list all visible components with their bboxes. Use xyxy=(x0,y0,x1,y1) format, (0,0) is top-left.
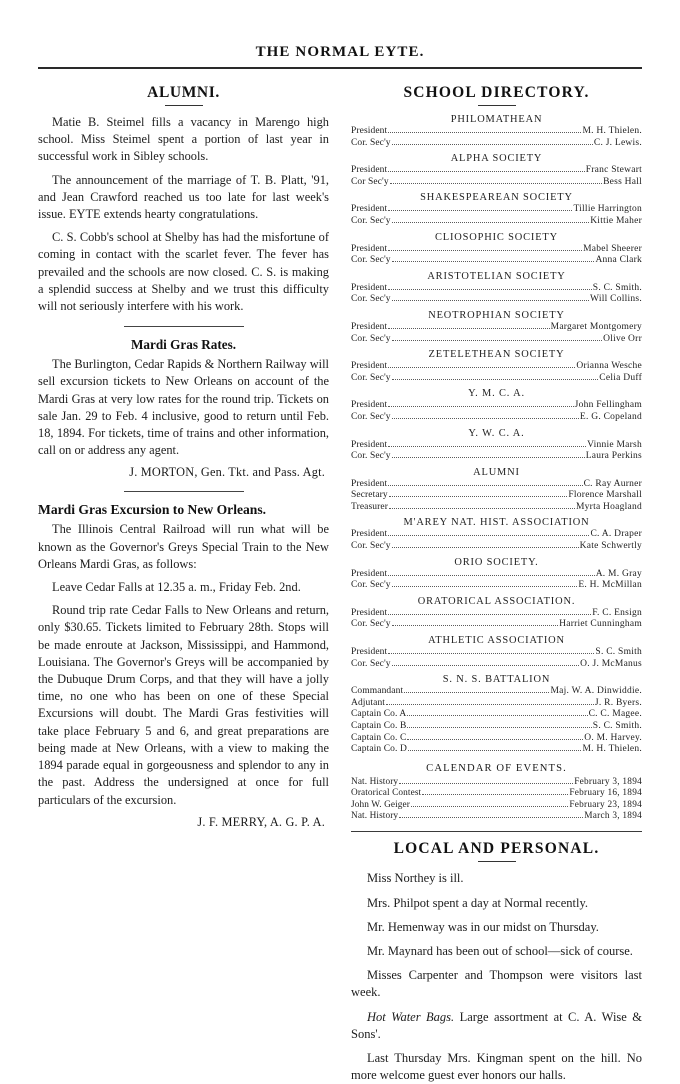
directory-row xyxy=(351,709,642,721)
calendar-event-date: February 16, 1894 xyxy=(569,788,642,799)
mardi-gras-excursion-paragraph: Leave Cedar Falls at 12.35 a. m., Friday Feb. 2nd. xyxy=(52,580,301,595)
directory-role: Cor. Sec'y xyxy=(351,215,391,226)
directory-group xyxy=(351,349,642,384)
directory-group-title: NEOTROPHIAN SOCIETY xyxy=(428,309,565,321)
directory-row xyxy=(351,733,642,745)
directory-name: Celia Duff xyxy=(599,372,642,383)
directory-row xyxy=(351,283,642,295)
right-column xyxy=(351,76,642,1083)
directory-name: S. C. Smith xyxy=(595,647,642,658)
calendar-event-name: Nat. History xyxy=(351,811,399,821)
directory-role: President xyxy=(351,204,388,215)
mardi-gras-rates-signature: J. MORTON, Gen. Tkt. and Pass. Agt. xyxy=(129,465,325,480)
directory-row xyxy=(351,490,642,502)
directory-name: Harriet Cunningham xyxy=(559,619,642,630)
leader-dots xyxy=(392,379,599,380)
directory-role: Captain Co. D xyxy=(351,744,407,755)
mardi-gras-rates-heading: Mardi Gras Rates. xyxy=(130,337,237,353)
directory-name: M. H. Thielen. xyxy=(582,126,642,136)
directory-role: President xyxy=(351,607,388,618)
directory-name: M. H. Thielen. xyxy=(582,744,642,755)
two-column-layout xyxy=(38,76,642,1083)
local-personal-heading: LOCAL AND PERSONAL. xyxy=(393,840,600,858)
directory-role: President xyxy=(351,478,388,489)
directory-row xyxy=(351,412,642,424)
directory-role: Adjutant xyxy=(351,697,386,708)
leader-dots xyxy=(408,750,582,751)
directory-row xyxy=(351,334,642,346)
leader-dots xyxy=(388,485,582,486)
directory-row xyxy=(351,138,642,150)
directory-group-title: CLIOSOPHIC SOCIETY xyxy=(435,231,558,243)
directory-row xyxy=(351,502,642,514)
alumni-paragraph: C. S. Cobb's school at Shelby has had the misfortune of coming in contact with the scarlet fever. The fever has prevailed and the schools are now closed. C. S. is making a splendid success at Shelby and we trust this difficulty will not seriously interfere with his work. xyxy=(38,230,329,314)
directory-row xyxy=(351,698,642,710)
directory-name: F. C. Ensign xyxy=(592,607,642,618)
directory-group xyxy=(351,271,642,306)
directory-name: Margaret Montgomery xyxy=(550,321,642,332)
directory-name: A. M. Gray xyxy=(595,568,642,579)
directory-name: Kittie Maher xyxy=(590,215,642,226)
directory-role: President xyxy=(351,400,388,411)
directory-row xyxy=(351,721,642,733)
leader-dots xyxy=(388,132,581,133)
directory-name: John Fellingham xyxy=(574,400,642,411)
masthead-rule xyxy=(38,67,642,69)
directory-group xyxy=(351,153,642,188)
directory-role: Cor. Sec'y xyxy=(351,411,391,422)
directory-row xyxy=(351,800,642,811)
leader-dots xyxy=(399,783,573,784)
local-personal-item: Misses Carpenter and Thompson were visitors last week. xyxy=(351,968,642,1000)
alumni-paragraph: Matie B. Steimel fills a vacancy in Marengo high school. Miss Steimel spent a portion of last year in successful work in Sibley schools. xyxy=(38,115,329,164)
directory-name: C. Ray Aurner xyxy=(583,478,642,489)
directory-role: President xyxy=(351,529,388,540)
directory-row xyxy=(351,529,642,541)
local-personal-heading-rule xyxy=(478,861,516,862)
mardi-gras-excursion-paragraph: Round trip rate Cedar Falls to New Orleans and return, only $30.65. Tickets limited to February 28th. Stops will be made enroute at Jackson, Mississippi, and Hammond, Louisiana. The Governor's Greys will be accompanied by the Dubuque Drum Corps, and that they will have a jolly time, no one who has been on one of these Special Excursions will doubt. The Mardi Gras festivities will take place February 5 and 6, and great preparations are being made at New Orleans, with a view to making the 1894 parade equal in gorgeousness and splendor to any in the past. Address the undersigned at once for full particulars of the excursion. xyxy=(38,603,329,807)
directory-row xyxy=(351,204,642,216)
directory-group xyxy=(351,114,642,149)
directory-group xyxy=(351,428,642,463)
leader-dots xyxy=(392,340,602,341)
directory-name: S. C. Smith. xyxy=(592,282,642,293)
leader-dots xyxy=(392,665,580,666)
directory-name: Orianna Wesche xyxy=(576,361,642,372)
leader-dots xyxy=(388,210,572,211)
calendar-event-date: February 23, 1894 xyxy=(569,799,642,810)
directory-group-title: SHAKESPEAREAN SOCIETY xyxy=(420,192,573,204)
directory-role: President xyxy=(351,282,388,293)
directory-role: Cor. Sec'y xyxy=(351,255,391,266)
leader-dots xyxy=(411,806,568,807)
directory-group-title: ORATORICAL ASSOCIATION. xyxy=(417,595,576,607)
directory-name: Will Collins. xyxy=(590,294,642,305)
directory-role: President xyxy=(351,243,388,254)
directory-name: O. M. Harvey. xyxy=(584,732,642,743)
section-divider xyxy=(124,491,244,492)
leader-dots xyxy=(388,446,586,447)
directory-role: Cor. Sec'y xyxy=(351,541,391,552)
local-personal-list xyxy=(351,870,642,1084)
leader-dots xyxy=(404,692,549,693)
directory-group-title: ATHLETIC ASSOCIATION xyxy=(428,635,565,647)
directory-role: Cor. Sec'y xyxy=(351,294,391,305)
directory-name: C. J. Lewis. xyxy=(593,137,642,148)
directory-row xyxy=(351,126,642,138)
directory-name: Florence Marshall xyxy=(568,490,642,501)
directory-group xyxy=(351,517,642,552)
alumni-heading: ALUMNI. xyxy=(147,84,220,101)
directory-group-title: ARISTOTELIAN SOCIETY xyxy=(427,270,566,282)
directory-row xyxy=(351,216,642,228)
leader-dots xyxy=(388,171,584,172)
calendar-title: CALENDAR OF EVENTS. xyxy=(426,762,567,774)
directory-role: President xyxy=(351,361,388,372)
directory-group-title: Y. W. C. A. xyxy=(468,427,525,439)
directory-name: Laura Perkins xyxy=(585,451,642,462)
alumni-paragraph: The announcement of the marriage of T. B. Platt, '91, and Jean Crawford reached us too late for last week's issue. EYTE extends hearty congratulations. xyxy=(38,172,329,222)
leader-dots xyxy=(392,300,589,301)
local-personal-item: Hot Water Bags. Large assortment at C. A. Wise & Sons'. xyxy=(351,1009,642,1041)
directory-group-title: ORIO SOCIETY. xyxy=(454,556,539,568)
directory-role: Captain Co. C xyxy=(351,732,407,743)
school-directory-heading: SCHOOL DIRECTORY. xyxy=(403,84,590,101)
leader-dots xyxy=(399,817,583,818)
leader-dots xyxy=(388,614,591,615)
directory-role: Cor. Sec'y xyxy=(351,137,391,148)
leader-dots xyxy=(407,715,587,716)
directory-name: Myrta Hoagland xyxy=(575,501,642,512)
directory-row xyxy=(351,255,642,267)
directory-role: Cor. Sec'y xyxy=(351,333,391,344)
calendar-rows xyxy=(351,777,642,823)
directory-row xyxy=(351,440,642,452)
directory-row xyxy=(351,659,642,671)
directory-group xyxy=(351,557,642,592)
directory-row xyxy=(351,777,642,788)
leader-dots xyxy=(392,586,578,587)
local-personal-item: Mr. Maynard has been out of school—sick of course. xyxy=(367,944,633,959)
leader-dots xyxy=(392,144,593,145)
leader-dots xyxy=(388,406,573,407)
mardi-gras-excursion-signature: J. F. MERRY, A. G. P. A. xyxy=(197,814,325,829)
directory-name: C. C. Magee. xyxy=(588,709,642,720)
leader-dots xyxy=(388,575,594,576)
directory-row xyxy=(351,177,642,189)
directory-row xyxy=(351,686,642,698)
leader-dots xyxy=(389,508,575,509)
leader-dots xyxy=(388,367,575,368)
local-personal-item: Mr. Hemenway was in our midst on Thursday. xyxy=(367,919,599,934)
directory-name: E. G. Copeland xyxy=(579,411,642,422)
directory-name: S. C. Smith. xyxy=(592,721,642,731)
leader-dots xyxy=(392,418,579,419)
directory-group-title: ALUMNI xyxy=(473,466,520,478)
directory-group xyxy=(351,192,642,227)
section-divider xyxy=(351,831,642,832)
directory-role: Cor Sec'y xyxy=(351,176,389,187)
masthead-title: THE NORMAL EYTE. xyxy=(255,44,425,60)
directory-name: E. H. McMillan xyxy=(578,580,642,591)
directory-group xyxy=(351,310,642,345)
directory-row xyxy=(351,322,642,334)
directory-role: President xyxy=(351,439,388,450)
directory-role: Cor. Sec'y xyxy=(351,451,391,462)
directory-group xyxy=(351,635,642,670)
leader-dots xyxy=(388,250,582,251)
directory-role: Cor. Sec'y xyxy=(351,619,391,630)
local-personal-item-lead: Hot Water Bags. xyxy=(367,1009,455,1024)
directory-role: Secretary xyxy=(351,490,388,501)
directory-row xyxy=(351,811,642,822)
leader-dots xyxy=(407,727,591,728)
calendar-event-name: John W. Geiger xyxy=(351,799,410,810)
directory-name: J. R. Byers. xyxy=(594,697,642,708)
directory-row xyxy=(351,619,642,631)
leader-dots xyxy=(390,183,602,184)
directory-row xyxy=(351,244,642,256)
directory-role: President xyxy=(351,321,388,332)
directory-role: President xyxy=(351,647,388,658)
directory-group-title: ZETELETHEAN SOCIETY xyxy=(428,349,565,361)
directory-row xyxy=(351,541,642,553)
leader-dots xyxy=(392,547,579,548)
directory-group-title: Y. M. C. A. xyxy=(468,388,525,400)
directory-name: Franc Stewart xyxy=(585,165,642,176)
calendar-event-date: March 3, 1894 xyxy=(584,811,642,821)
calendar-event-name: Nat. History xyxy=(351,776,399,787)
directory-group-title: ALPHA SOCIETY xyxy=(450,153,543,165)
section-divider xyxy=(124,326,244,327)
leader-dots xyxy=(386,704,594,705)
local-personal-item: Mrs. Philpot spent a day at Normal recently. xyxy=(367,895,589,910)
directory-row xyxy=(351,788,642,799)
mardi-gras-excursion-paragraph: The Illinois Central Railroad will run what will be known as the Governor's Greys Special Train to the New Orleans Mardi Gras, as follows: xyxy=(38,522,329,571)
calendar-event-date: February 3, 1894 xyxy=(574,776,642,787)
leader-dots xyxy=(388,653,594,654)
directory-role: Cor. Sec'y xyxy=(351,372,391,383)
leader-dots xyxy=(392,457,585,458)
directory-role: President xyxy=(351,568,388,579)
school-directory-list xyxy=(351,114,642,756)
directory-role: Captain Co. B xyxy=(351,721,407,731)
directory-name: Bess Hall xyxy=(603,176,642,187)
directory-name: C. A. Draper xyxy=(590,529,642,540)
directory-row xyxy=(351,400,642,412)
directory-name: Kate Schwertly xyxy=(579,541,642,552)
directory-name: Olive Orr xyxy=(603,333,642,344)
leader-dots xyxy=(388,535,589,536)
directory-name: Maj. W. A. Dinwiddie. xyxy=(550,686,642,697)
directory-name: Tillie Harrington xyxy=(573,204,642,215)
directory-group xyxy=(351,596,642,631)
leader-dots xyxy=(388,328,549,329)
leader-dots xyxy=(407,739,583,740)
directory-role: Commandant xyxy=(351,686,404,697)
leader-dots xyxy=(392,261,595,262)
leader-dots xyxy=(392,222,590,223)
directory-role: Captain Co. A xyxy=(351,709,407,720)
directory-role: President xyxy=(351,165,388,176)
directory-role: Cor. Sec'y xyxy=(351,580,391,591)
directory-group xyxy=(351,467,642,514)
directory-group xyxy=(351,232,642,267)
directory-row xyxy=(351,608,642,620)
leader-dots xyxy=(422,794,568,795)
directory-group-title: S. N. S. BATTALION xyxy=(442,674,551,686)
directory-row xyxy=(351,744,642,756)
directory-group-title: M'AREY NAT. HIST. ASSOCIATION xyxy=(403,517,590,529)
mardi-gras-rates-paragraph: The Burlington, Cedar Rapids & Northern Railway will sell excursion tickets to New Orleans on account of the Mardi Gras at very low rates for the round trip. Tickets on sale Jan. 29 to Feb. 4 inclusive, good to return until Feb. 18, 1894. For tickets, time of trains and other information, call on or address any agent. xyxy=(38,357,329,458)
directory-name: Anna Clark xyxy=(595,255,642,266)
directory-role: President xyxy=(351,126,388,136)
directory-group-title: PHILOMATHEAN xyxy=(450,114,543,125)
leader-dots xyxy=(388,289,592,290)
directory-group xyxy=(351,674,642,756)
directory-row xyxy=(351,580,642,592)
directory-row xyxy=(351,373,642,385)
directory-row xyxy=(351,361,642,373)
directory-group xyxy=(351,388,642,423)
local-personal-item: Last Thursday Mrs. Kingman spent on the hill. No more welcome guest ever honors our halls. xyxy=(351,1051,642,1083)
directory-row xyxy=(351,569,642,581)
directory-row xyxy=(351,451,642,463)
alumni-heading-rule xyxy=(165,105,203,106)
directory-row xyxy=(351,294,642,306)
school-directory-heading-rule xyxy=(478,105,516,106)
directory-name: Vinnie Marsh xyxy=(587,439,642,450)
directory-row xyxy=(351,647,642,659)
left-column xyxy=(38,76,329,991)
leader-dots xyxy=(389,496,568,497)
directory-name: O. J. McManus xyxy=(580,658,642,669)
mardi-gras-excursion-heading: Mardi Gras Excursion to New Orleans. xyxy=(38,502,267,518)
directory-row xyxy=(351,165,642,177)
calendar-event-name: Oratorical Contest xyxy=(351,788,422,799)
calendar-of-events xyxy=(351,763,642,823)
directory-role: Treasurer xyxy=(351,501,388,512)
local-personal-item: Miss Northey is ill. xyxy=(367,871,464,886)
directory-name: Mabel Sheerer xyxy=(583,243,642,254)
leader-dots xyxy=(392,625,558,626)
directory-row xyxy=(351,479,642,491)
directory-role: Cor. Sec'y xyxy=(351,658,391,669)
